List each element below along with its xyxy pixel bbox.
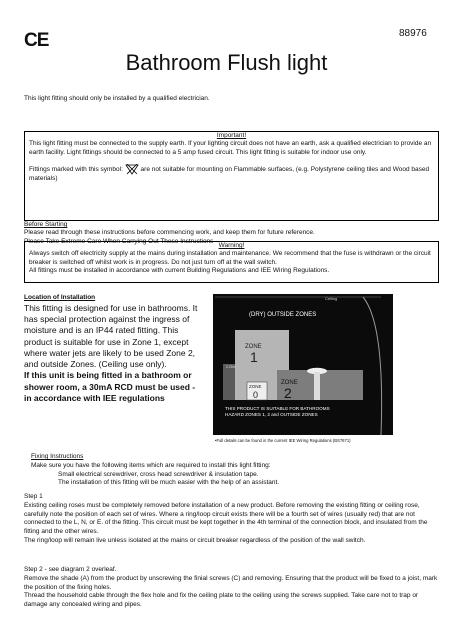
fixing-heading: Fixing Instructions — [31, 453, 84, 460]
flammable-note-b: are not suitable for mounting on Flammable surfaces, (e.g. Polystyrene ceiling tiles and Wood based materials) — [29, 166, 430, 183]
diagram-footnote: •Full details can be found in the current IEE Wiring Regulations (BS7671) — [215, 438, 351, 443]
location-heading: Location of Installation — [24, 294, 96, 301]
step-2-para1: Remove the shade (A) from the product by unscrewing the finial screws (C) and removing. Ensuring that the product will be fixed to a joist, mark the position of the fixing holes. — [24, 574, 438, 591]
bath-edge — [223, 364, 235, 400]
warning-heading: Warning! — [218, 242, 245, 249]
step-1-heading: Step 1 — [24, 493, 43, 500]
step-2-heading: Step 2 - see diagram 2 overleaf. — [24, 566, 117, 573]
zone-2-word: ZONE — [281, 380, 298, 386]
before-starting-heading: Before Starting — [24, 221, 68, 228]
zone-1-number: 1 — [250, 349, 258, 365]
important-heading: Important! — [216, 132, 247, 139]
step-2-section — [24, 566, 439, 610]
ce-mark: CE — [24, 30, 49, 51]
bathroom-zones-diagram — [213, 294, 393, 435]
fixing-assistant: The installation of this fitting will be much easier with the help of an assistant. — [58, 479, 280, 487]
diagram-outside-zones: (DRY) OUTSIDE ZONES — [249, 312, 317, 318]
fixing-section — [31, 453, 431, 488]
warning-para2: All fittings must be installed in accordance with current Building Regulations and IEE Wiring Regulations. — [29, 267, 330, 275]
zone-0-number: 0 — [253, 390, 259, 400]
fixing-line1: Make sure you have the following items which are required to install this light fitting: — [31, 461, 271, 469]
before-starting-line2: Please Take Extreme Care When Carrying Out These Instructions — [24, 237, 214, 245]
product-code: 88976 — [399, 28, 427, 39]
diagram-ceiling-label: Ceiling — [325, 296, 338, 301]
diagram-caption-2: HAZARD ZONES 1, 2 and OUTSIDE ZONES — [225, 412, 318, 417]
diagram-caption-1: THIS PRODUCT IS SUITABLE FOR BATHROOMS — [225, 406, 330, 411]
step-2-para2: Thread the household cable through the flex hole and fix the ceiling plate to the ceiling using the screws supplied. Take care not to trap or damage any concealed wiring and pipes. — [24, 592, 419, 609]
location-text: This fitting is designed for use in bathrooms. It has special protection against the ingress of moisture and is an IP44 rated fitting. This product is suitable for use in Zone 1, except where water jets are likely to be used Zone 2, and outside Zones. (Ceiling use only). — [24, 302, 198, 370]
important-para: This light fitting must be connected to the supply earth. If your lighting circuit does not have an earth, ask a qualified electrician to provide an earth facility. Light fittings should be connected to a 5 amp fused circuit. This light fitting is suitable for indoor use only. — [29, 140, 432, 156]
location-section — [24, 294, 202, 404]
zone-2-number: 2 — [284, 385, 292, 401]
flammable-note-a: Fittings marked with this symbol: — [29, 166, 123, 174]
zone-1-word: ZONE — [245, 344, 262, 350]
diagram-height-label: 2.25m — [226, 365, 236, 369]
important-box — [24, 131, 439, 221]
step-1-para2: The ring/loop will remain live unless isolated at the mains or circuit breaker regardless of the position of the wall switch. — [24, 536, 366, 544]
warning-para1: Always switch off electricity supply at the mains during installation and maintenance. We recommend that the fuse is withdrawn or the circuit breaker is switched off whilst work is in progress. Do not just turn off at the wall switch. — [29, 250, 431, 266]
before-starting-line1: Please read through these instructions before commencing work, and keep them for future reference. — [24, 229, 315, 237]
intro-text: This light fitting should only be installed by a qualified electrician. — [24, 95, 210, 102]
flammable-surface-warning-icon — [125, 164, 139, 175]
page-title: Bathroom Flush light — [125, 50, 328, 75]
fixing-tools: Small electrical screwdriver, cross head screwdriver & insulation tape. — [58, 470, 259, 478]
flammable-note — [29, 164, 434, 183]
warning-box — [24, 241, 439, 283]
step-1-para1: Existing ceiling roses must be completely removed before installation of a new product. Before removing the existing fitting or ceiling rose, carefully note the position of each set of wires. Where a ring/loop circuit exists there will be a fourth set of wires (usually red) that are not connected to the L, N, or E. of the fitting. This circuit must be kept together in the 4th terminal of the connection block, and insulated from the fitting and the other wires. — [24, 501, 428, 536]
location-rcd-text: If this unit is being fitted in a bathroom or shower room, a 30mA RCD must be used - in accordance with IEE regulations — [24, 370, 196, 404]
zone-0-word: ZONE — [249, 384, 262, 389]
step-1-section — [24, 493, 439, 546]
